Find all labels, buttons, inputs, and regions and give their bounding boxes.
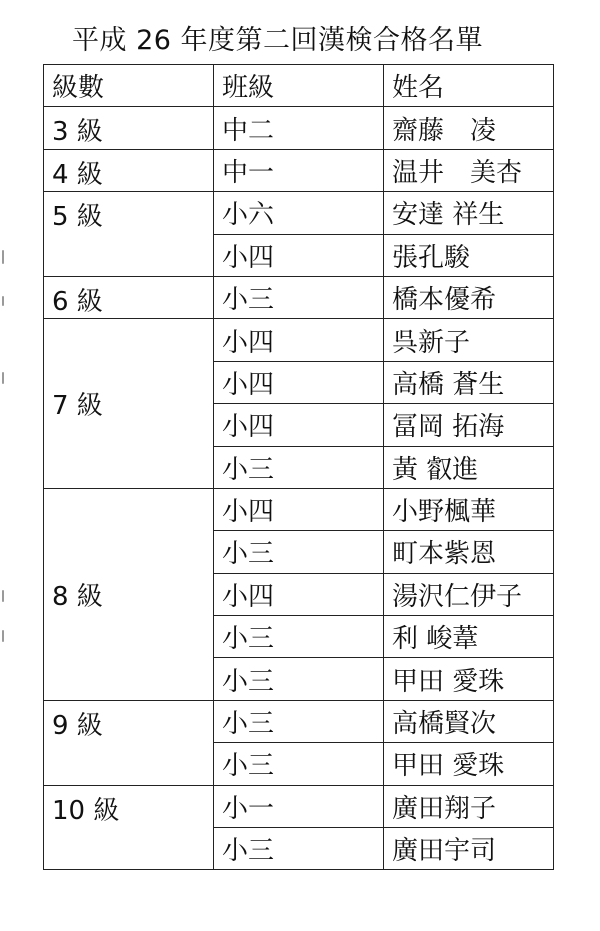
scan-mark	[2, 372, 4, 384]
class-cell: 小三	[214, 276, 384, 318]
name-cell: 小野楓華	[384, 488, 554, 530]
class-cell: 小三	[214, 531, 384, 573]
name-cell: 高橋 蒼生	[384, 361, 554, 403]
name-cell: 甲田 愛珠	[384, 743, 554, 785]
name-cell: 甲田 愛珠	[384, 658, 554, 700]
class-cell: 小三	[214, 700, 384, 742]
table-row	[44, 488, 554, 530]
name-cell: 呉新子	[384, 319, 554, 361]
class-cell: 小四	[214, 404, 384, 446]
table-row	[44, 700, 554, 742]
name-cell: 廣田翔子	[384, 785, 554, 827]
page-title: 平成 26 年度第二回漢検合格名單	[72, 25, 484, 56]
name-cell: 高橋賢次	[384, 700, 554, 742]
name-cell: 湯沢仁伊子	[384, 573, 554, 615]
name-cell: 利 峻葦	[384, 616, 554, 658]
grade-cell: 5 級	[44, 192, 214, 277]
grade-cell: 4 級	[44, 149, 214, 191]
name-cell: 橋本優希	[384, 276, 554, 318]
grade-cell: 8 級	[44, 488, 214, 700]
name-cell: 黃 叡進	[384, 446, 554, 488]
grade-cell: 7 級	[44, 319, 214, 489]
table-row	[44, 276, 554, 318]
name-cell: 廣田宇司	[384, 828, 554, 870]
grade-cell: 10 級	[44, 785, 214, 870]
class-cell: 小一	[214, 785, 384, 827]
class-cell: 小四	[214, 234, 384, 276]
name-cell: 張孔駿	[384, 234, 554, 276]
scan-mark	[2, 630, 4, 642]
grade-cell: 6 級	[44, 276, 214, 318]
grade-cell: 3 級	[44, 107, 214, 149]
name-cell: 齋藤 凌	[384, 107, 554, 149]
name-cell: 安達 祥生	[384, 192, 554, 234]
class-cell: 小三	[214, 658, 384, 700]
table-row	[44, 319, 554, 361]
grade-cell: 9 級	[44, 700, 214, 785]
header-name: 姓名	[384, 65, 554, 107]
class-cell: 小四	[214, 488, 384, 530]
table-row	[44, 107, 554, 149]
class-cell: 小四	[214, 573, 384, 615]
table-row	[44, 149, 554, 191]
name-cell: 町本紫恩	[384, 531, 554, 573]
scan-mark	[2, 296, 4, 306]
class-cell: 小六	[214, 192, 384, 234]
class-cell: 小三	[214, 616, 384, 658]
class-cell: 中二	[214, 107, 384, 149]
class-cell: 小三	[214, 743, 384, 785]
class-cell: 小四	[214, 319, 384, 361]
class-cell: 小三	[214, 446, 384, 488]
header-row	[44, 65, 554, 107]
table-row	[44, 785, 554, 827]
scan-mark	[2, 590, 4, 602]
class-cell: 小三	[214, 828, 384, 870]
name-cell: 冨岡 拓海	[384, 404, 554, 446]
table-body	[44, 107, 554, 870]
scan-mark	[2, 250, 4, 264]
pass-list-table	[43, 64, 554, 870]
header-grade: 級數	[44, 65, 214, 107]
name-cell: 温井 美杏	[384, 149, 554, 191]
table-row	[44, 192, 554, 234]
class-cell: 小四	[214, 361, 384, 403]
header-class: 班級	[214, 65, 384, 107]
class-cell: 中一	[214, 149, 384, 191]
